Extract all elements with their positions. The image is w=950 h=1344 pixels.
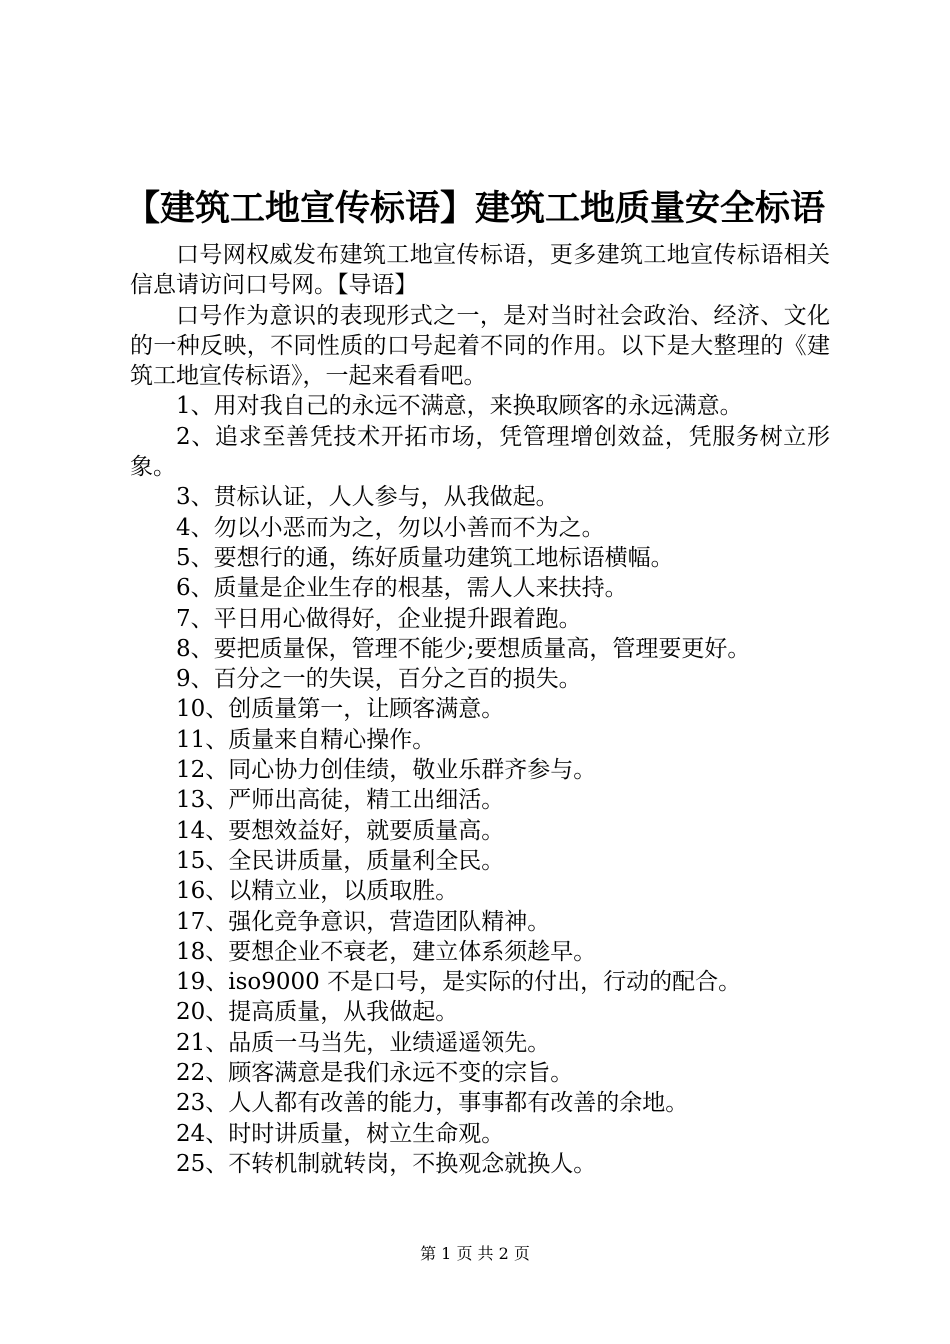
slogan-item: 3、贯标认证，人人参与，从我做起。: [176, 484, 559, 511]
slogan-item: 17、强化竞争意识，营造团队精神。: [176, 908, 551, 935]
slogan-item: 10、创质量第一，让顾客满意。: [176, 696, 505, 723]
slogan-item: 23、人人都有改善的能力，事事都有改善的余地。: [176, 1090, 689, 1117]
intro-paragraph: 口号作为意识的表现形式之一，是对当时社会政治、经济、文化的一种反映，不同性质的口号起着不同的作用。以下是大整理的《建筑工地宣传标语》，一起来看看吧。: [130, 302, 830, 390]
slogan-item: 19、iso9000 不是口号，是实际的付出，行动的配合。: [176, 969, 742, 996]
slogan-item: 18、要想企业不衰老，建立体系须趁早。: [176, 938, 597, 965]
slogan-item: 12、同心协力创佳绩，敬业乐群齐参与。: [176, 757, 597, 784]
slogan-item: 15、全民讲质量，质量利全民。: [176, 847, 505, 874]
slogan-item: 9、百分之一的失误，百分之百的损失。: [176, 666, 582, 693]
slogan-item: 24、时时讲质量，树立生命观。: [176, 1120, 505, 1147]
slogan-item: 21、品质一马当先，业绩遥遥领先。: [176, 1029, 551, 1056]
slogan-item: 2、追求至善凭技术开拓市场，凭管理增创效益，凭服务树立形象。: [130, 423, 830, 481]
slogan-item: 7、平日用心做得好，企业提升跟着跑。: [176, 605, 582, 632]
intro-paragraph: 口号网权威发布建筑工地宣传标语，更多建筑工地宣传标语相关信息请访问口号网。【导语】: [130, 242, 830, 299]
document-title: 【建筑工地宣传标语】建筑工地质量安全标语: [124, 188, 825, 229]
slogan-item: 5、要想行的通，练好质量功建筑工地标语横幅。: [176, 544, 674, 571]
slogan-item: 20、提高质量，从我做起。: [176, 999, 459, 1026]
page-footer: 第 1 页 共 2 页: [420, 1244, 530, 1263]
slogan-item: 16、以精立业，以质取胜。: [176, 878, 459, 905]
slogan-item: 25、不转机制就转岗，不换观念就换人。: [176, 1150, 597, 1177]
slogan-item: 4、勿以小恶而为之，勿以小善而不为之。: [176, 514, 605, 541]
slogan-item: 14、要想效益好，就要质量高。: [176, 817, 505, 844]
slogan-item: 8、要把质量保，管理不能少;要想质量高，管理要更好。: [176, 635, 751, 662]
slogan-item: 11、质量来自精心操作。: [176, 726, 436, 753]
document-body: [130, 240, 830, 1179]
slogan-item: 22、顾客满意是我们永远不变的宗旨。: [176, 1060, 574, 1087]
slogan-item: 1、用对我自己的永远不满意，来换取顾客的永远满意。: [176, 393, 743, 420]
slogan-item: 6、质量是企业生存的根基，需人人来扶持。: [176, 575, 628, 602]
slogan-item: 13、严师出高徒，精工出细活。: [176, 787, 505, 814]
